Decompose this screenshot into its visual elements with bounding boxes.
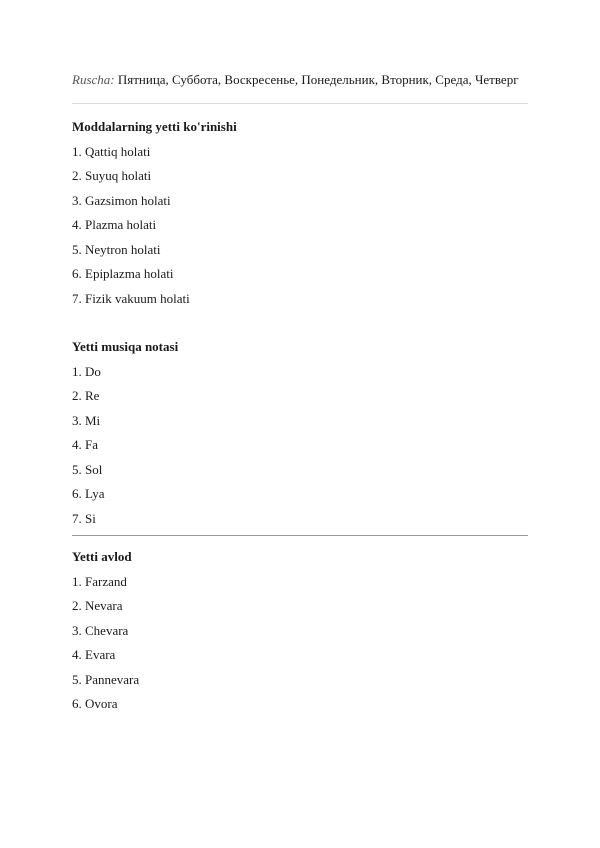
list-item: 1. Qattiq holati — [72, 143, 151, 159]
list-item: 2. Suyuq holati — [72, 168, 152, 183]
section-divider — [72, 535, 528, 536]
generations-list — [72, 570, 528, 717]
section-title-states-of-matter: Moddalarning yetti ko'rinishi — [72, 119, 237, 134]
list-item: 2. Re — [72, 388, 100, 403]
section-title-generations: Yetti avlod — [72, 549, 132, 564]
list-item: 5. Neytron holati — [72, 241, 161, 257]
list-item: 3. Mi — [72, 412, 101, 428]
section-divider — [72, 103, 528, 104]
list-item: 5. Pannevara — [72, 671, 140, 687]
section-title-music-notes: Yetti musiqa notasi — [72, 339, 179, 354]
list-item: 2. Nevara — [72, 598, 123, 613]
list-item: 5. Sol — [72, 461, 103, 477]
document-page — [72, 66, 528, 717]
list-item: 4. Plazma holati — [72, 217, 157, 232]
states-of-matter-list — [72, 140, 528, 312]
list-item: 3. Chevara — [72, 622, 129, 638]
list-item: 6. Ovora — [72, 696, 118, 711]
intro-paragraph — [72, 66, 528, 93]
list-item: 4. Fa — [72, 437, 98, 452]
list-item: 1. Do — [72, 363, 101, 379]
intro-language-label: Ruscha: — [72, 72, 115, 87]
music-notes-list — [72, 360, 528, 532]
intro-text: Пятница, Суббота, Воскресенье, Понедельник, Вторник, Среда, Четверг — [114, 72, 519, 87]
list-item: 6. Lya — [72, 486, 105, 501]
list-item: 7. Fizik vakuum holati — [72, 290, 190, 306]
list-item: 7. Si — [72, 510, 96, 526]
list-item: 1. Farzand — [72, 573, 127, 589]
list-item: 6. Epiplazma holati — [72, 266, 174, 281]
list-item: 4. Evara — [72, 647, 116, 662]
list-item: 3. Gazsimon holati — [72, 192, 171, 208]
